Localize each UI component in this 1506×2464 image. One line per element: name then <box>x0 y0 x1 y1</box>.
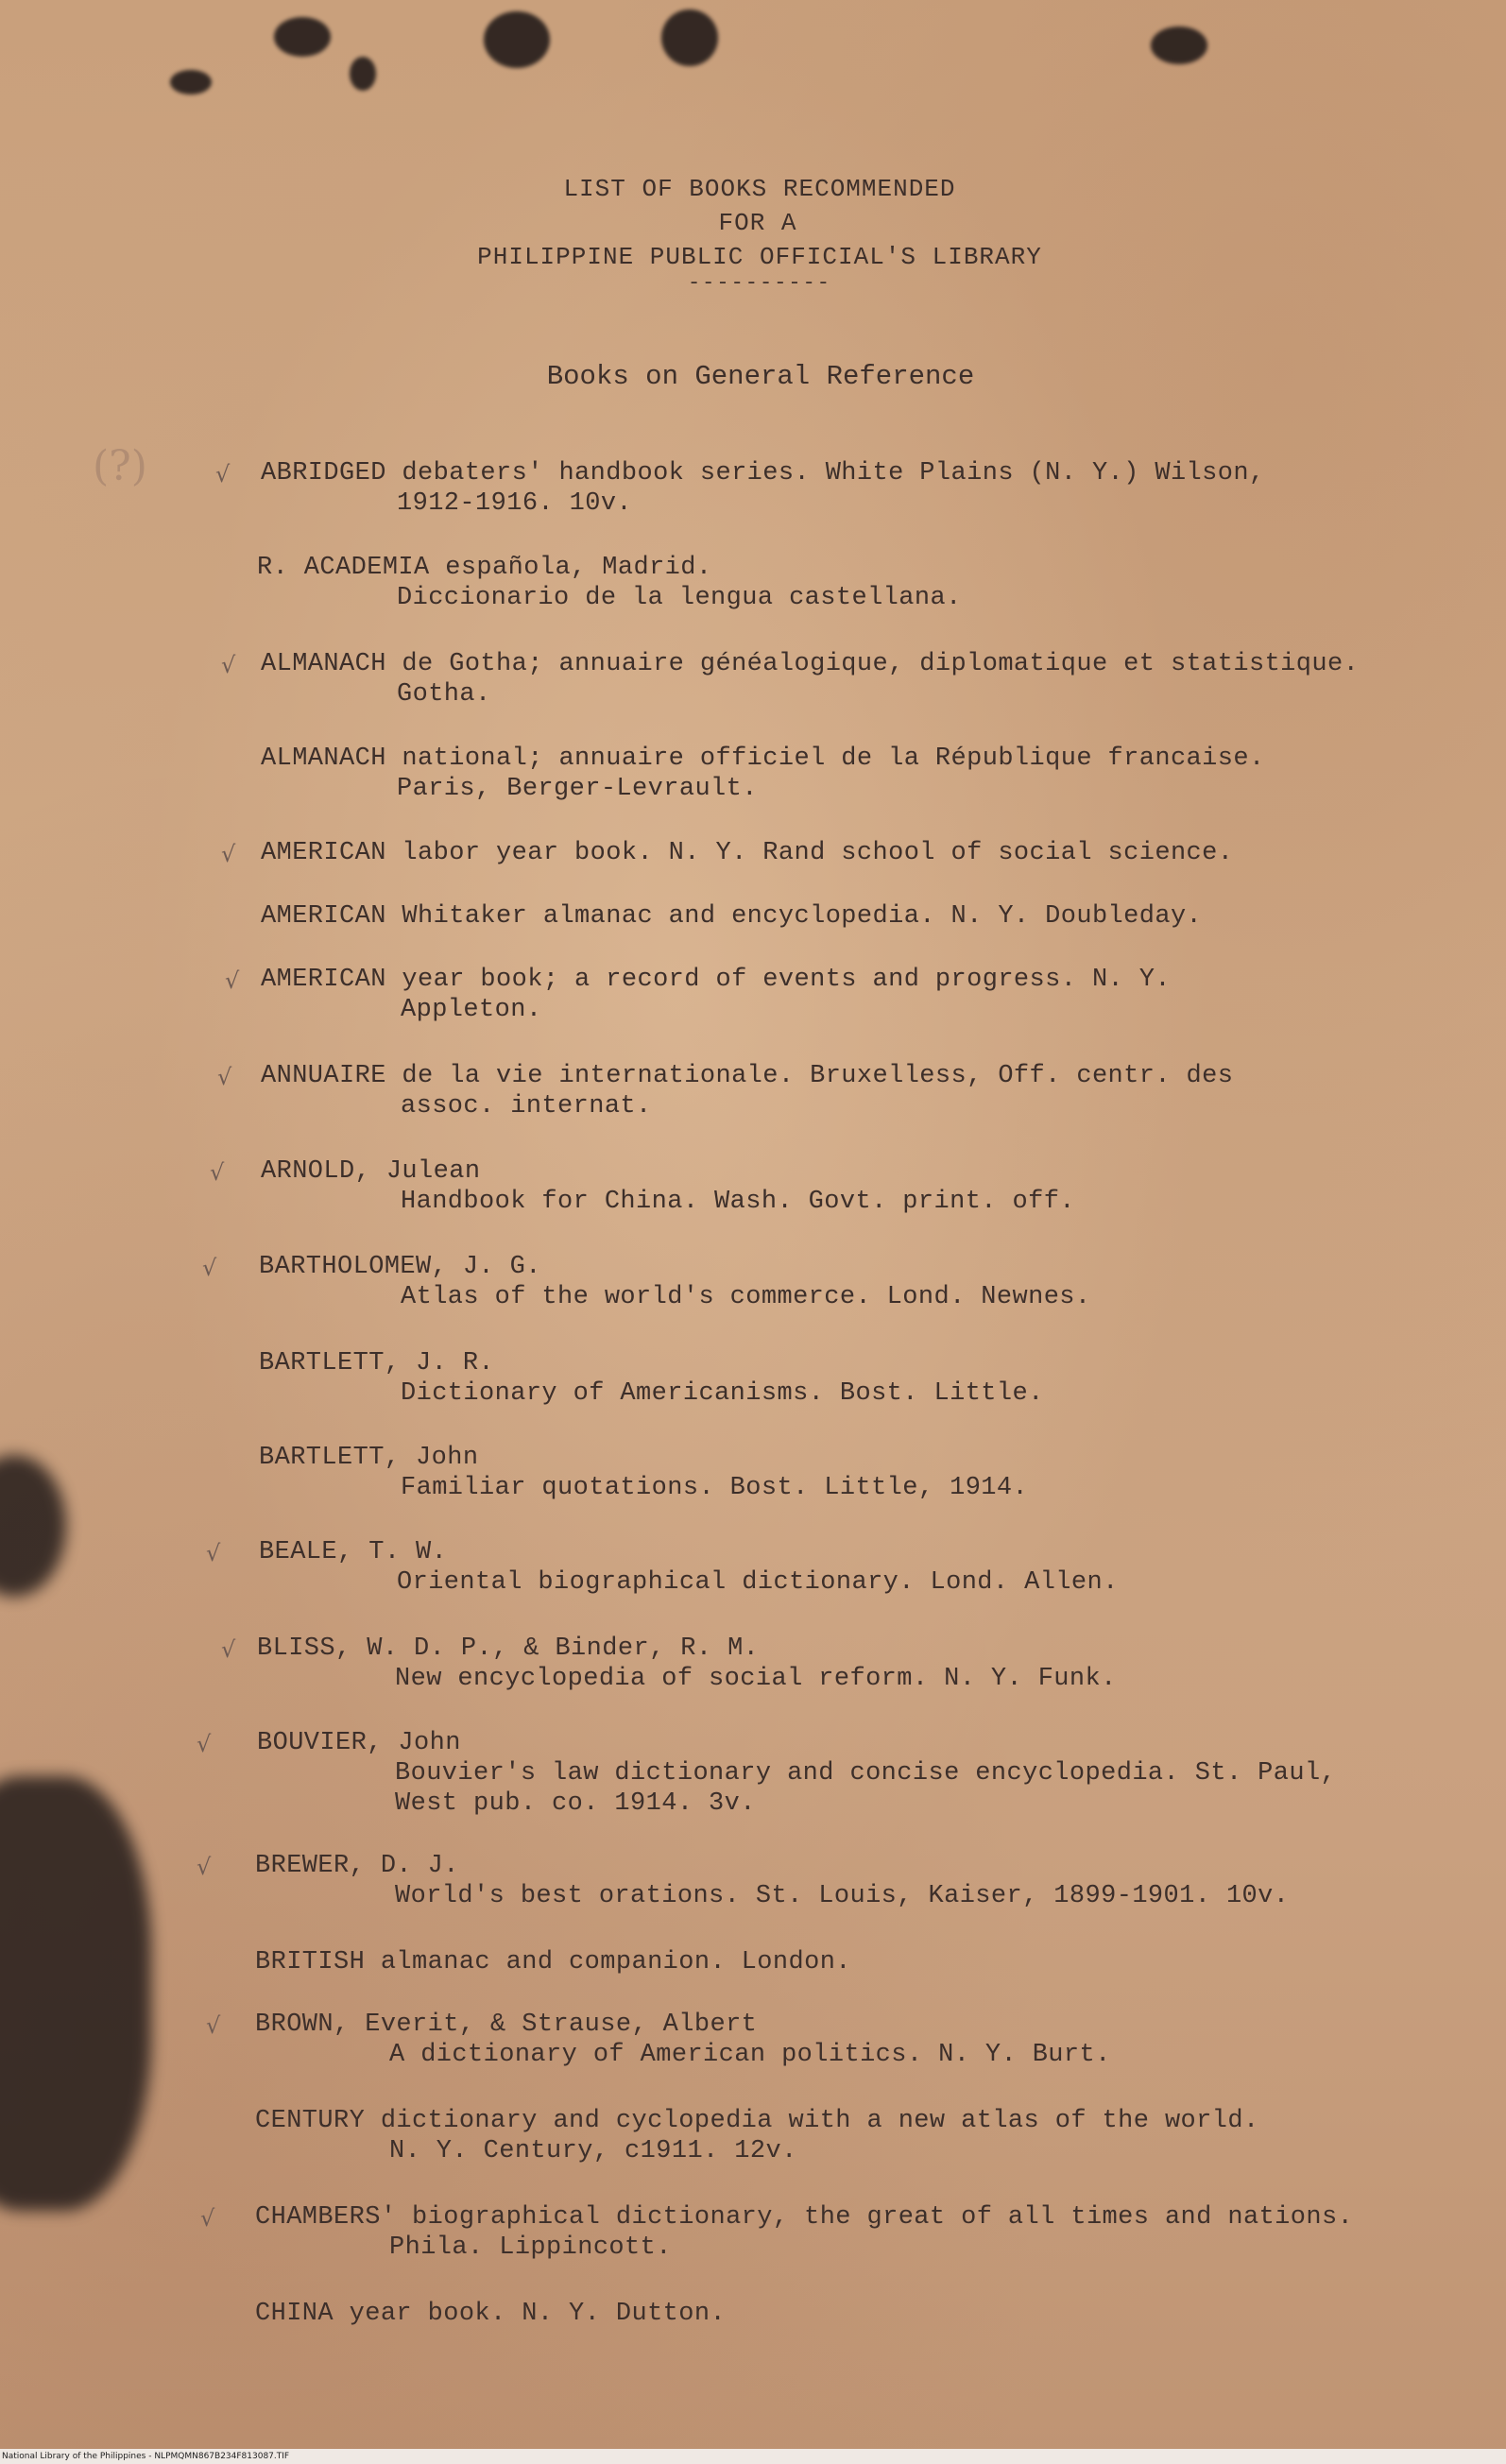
damage-stain <box>0 1776 151 2211</box>
entry-detail-line: A dictionary of American politics. N. Y. Burt. <box>389 2041 1111 2069</box>
entry-detail-line: 1912-1916. 10v. <box>397 489 633 518</box>
entry-heading-line: ABRIDGED debaters' handbook series. White Plains (N. Y.) Wilson, <box>261 459 1265 488</box>
entry-heading-line: ALMANACH national; annuaire officiel de la République francaise. <box>261 744 1265 773</box>
damage-hole <box>484 11 550 68</box>
check-mark-icon: √ <box>200 2205 215 2232</box>
entry-heading-line: BREWER, D. J. <box>255 1852 459 1880</box>
entry-heading-line: BLISS, W. D. P., & Binder, R. M. <box>257 1634 760 1663</box>
entry-heading-line: BEALE, T. W. <box>259 1538 448 1566</box>
entry-heading-line: AMERICAN year book; a record of events and progress. N. Y. <box>261 966 1171 994</box>
damage-hole <box>350 57 376 91</box>
title-line: FOR A <box>718 209 797 237</box>
entry-detail-line: Phila. Lippincott. <box>389 2233 672 2262</box>
check-mark-icon: √ <box>206 1540 221 1566</box>
title-line: LIST OF BOOKS RECOMMENDED <box>563 175 956 203</box>
entry-detail-line: World's best orations. St. Louis, Kaiser, 1899-1901. 10v. <box>395 1882 1290 1910</box>
damage-stain <box>0 1455 66 1597</box>
entry-heading-line: BARTLETT, John <box>259 1444 479 1472</box>
entry-detail-line: Dictionary of Americanisms. Bost. Little. <box>401 1379 1044 1408</box>
check-mark-icon: √ <box>221 841 236 867</box>
entry-detail-line: Paris, Berger-Levrault. <box>397 775 758 803</box>
check-mark-icon: √ <box>197 1731 212 1757</box>
check-mark-icon: √ <box>210 1159 225 1186</box>
entry-heading-line: CENTURY dictionary and cyclopedia with a new atlas of the world. <box>255 2107 1259 2135</box>
check-mark-icon: √ <box>202 1255 217 1281</box>
entry-detail-line: West pub. co. 1914. 3v. <box>395 1789 756 1818</box>
entry-detail-line: New encyclopedia of social reform. N. Y. Funk. <box>395 1665 1117 1693</box>
title-line: PHILIPPINE PUBLIC OFFICIAL'S LIBRARY <box>477 243 1042 271</box>
entry-heading-line: CHINA year book. N. Y. Dutton. <box>255 2300 727 2328</box>
check-mark-icon: √ <box>215 461 231 488</box>
entry-heading-line: BROWN, Everit, & Strause, Albert <box>255 2011 758 2039</box>
entry-detail-line: N. Y. Century, c1911. 12v. <box>389 2137 797 2165</box>
entry-heading-line: R. ACADEMIA española, Madrid. <box>257 554 712 582</box>
document-title-block <box>0 172 1506 293</box>
entry-detail-line: assoc. internat. <box>401 1092 652 1121</box>
margin-note: (?) <box>93 442 147 490</box>
entry-detail-line: Atlas of the world's commerce. Lond. Newnes. <box>401 1283 1091 1311</box>
check-mark-icon: √ <box>221 1636 236 1663</box>
entry-detail-line: Appleton. <box>401 996 542 1024</box>
entry-heading-line: ANNUAIRE de la vie internationale. Bruxelless, Off. centr. des <box>261 1062 1234 1090</box>
entry-detail-line: Familiar quotations. Bost. Little, 1914. <box>401 1474 1029 1502</box>
entry-heading-line: BARTHOLOMEW, J. G. <box>259 1253 541 1281</box>
entry-heading-line: ARNOLD, Julean <box>261 1157 481 1186</box>
check-mark-icon: √ <box>217 1064 232 1090</box>
section-heading: Books on General Reference <box>546 361 975 392</box>
check-mark-icon: √ <box>206 2012 221 2039</box>
entry-detail-line: Oriental biographical dictionary. Lond. Allen. <box>397 1568 1119 1597</box>
entry-heading-line: BRITISH almanac and companion. London. <box>255 1948 851 1976</box>
damage-hole <box>274 17 331 57</box>
entry-detail-line: Diccionario de la lengua castellana. <box>397 584 962 612</box>
footer-caption: National Library of the Philippines - NLPMQMN867B234F813087.TIF <box>0 2449 1506 2464</box>
entry-detail-line: Bouvier's law dictionary and concise encyclopedia. St. Paul, <box>395 1759 1337 1788</box>
entry-heading-line: AMERICAN labor year book. N. Y. Rand school of social science. <box>261 839 1234 867</box>
entry-heading-line: BOUVIER, John <box>257 1729 461 1757</box>
entry-heading-line: AMERICAN Whitaker almanac and encyclopedia. N. Y. Doubleday. <box>261 902 1203 931</box>
entry-heading-line: ALMANACH de Gotha; annuaire généalogique, diplomatique et statistique. <box>261 650 1360 678</box>
check-mark-icon: √ <box>221 652 236 678</box>
entry-detail-line: Gotha. <box>397 680 491 709</box>
check-mark-icon: √ <box>225 967 240 994</box>
entry-heading-line: CHAMBERS' biographical dictionary, the great of all times and nations. <box>255 2203 1354 2232</box>
entry-detail-line: Handbook for China. Wash. Govt. print. off. <box>401 1188 1075 1216</box>
damage-hole <box>661 9 718 66</box>
title-rule: ---------- <box>687 271 832 295</box>
damage-hole <box>1151 26 1207 64</box>
check-mark-icon: √ <box>197 1854 212 1880</box>
entry-heading-line: BARTLETT, J. R. <box>259 1349 495 1377</box>
damage-hole <box>170 70 212 94</box>
